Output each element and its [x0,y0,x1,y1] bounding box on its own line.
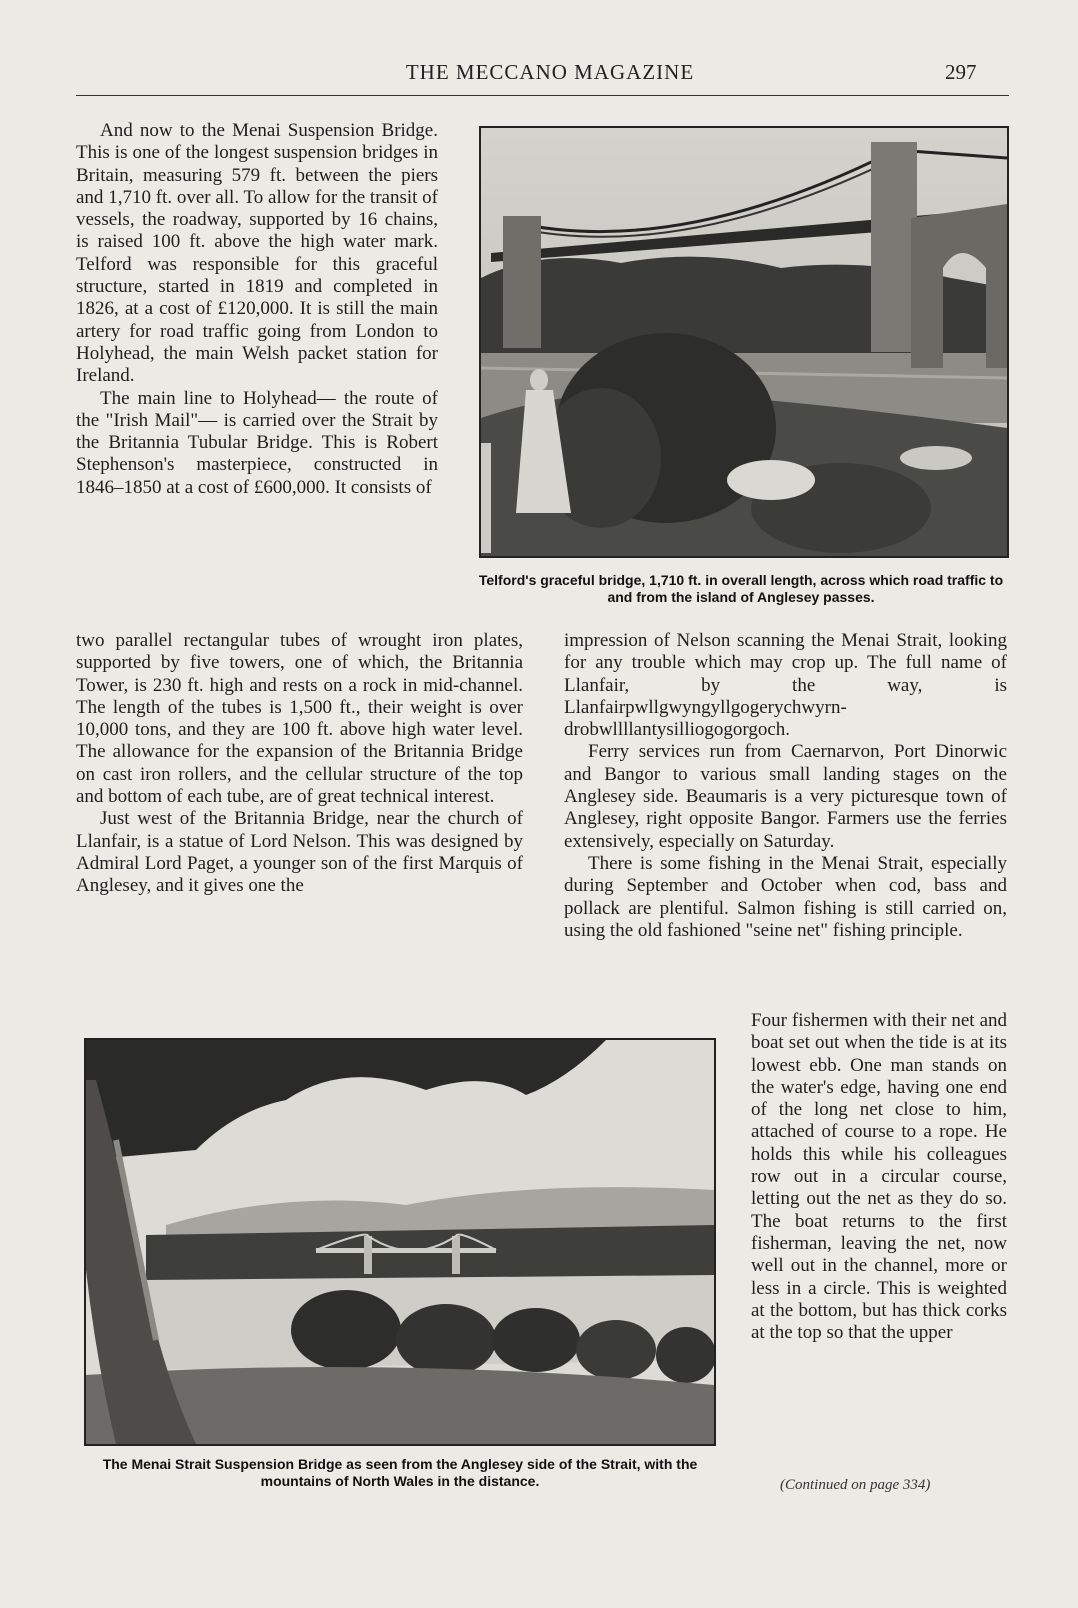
paragraph-fishing: There is some fishing in the Menai Strait, especially during September and October when cod, bass and pollack are plentiful. Salmon fishing is still carried on, using the old fashioned "seine net" fishing principle. [564,852,1007,941]
caption-bottom-photo: The Menai Strait Suspension Bridge as seen from the Anglesey side of the Strait, with the mountains of North Wales in the distance. [102,1456,698,1489]
magazine-title: THE MECCANO MAGAZINE [405,60,695,84]
header-rule [76,95,1009,96]
paragraph-britannia-continued: two parallel rectangular tubes of wrought iron plates, supported by five towers, one of which, the Britannia Tower, is 230 ft. high and rests on a rock in mid-channel. The length of the tubes is 1,500 ft., their weight is over 10,000 tons, and they are 100 ft. above high water level. The allowance for the expansion of the Britannia Bridge on cast iron rollers, and the cellular structure of the top and bottom of each tube, are of great technical interest. [76,630,523,808]
strait-photo-illustration [86,1040,714,1444]
paragraph-ferry-services: Ferry services run from Caernarvon, Port Dinorwic and Bangor to various small landing stages on the Anglesey side. Beaumaris is a very picturesque town of Anglesey, right opposite Bangor. Farmers use the ferries extensively, especially on Saturday. [564,741,1007,852]
bridge-photo-illustration [481,128,1007,556]
continued-note: (Continued on page 334) [780,1477,931,1493]
paragraph-suspension-bridge: And now to the Menai Suspension Bridge. This is one of the longest suspension bridges in Britain, measuring 579 ft. between the piers and 1,710 ft. over all. To allow for the transit of vessels, the roadway, supported by 16 chains, is raised 100 ft. above the high water mark. Telford was responsible for this graceful structure, started in 1819 and completed in 1826, at a cost of £120,000. It is still the main artery for road traffic going from London to Holyhead, the main Welsh packet station for Ireland. [76,120,438,387]
paragraph-nelson-statue: Just west of the Britannia Bridge, near the church of Llanfair, is a statue of Lord Nelson. This was designed by Admiral Lord Paget, a younger son of the first Marquis of Anglesey, and it gives one the [76,808,523,897]
caption-top-photo: Telford's graceful bridge, 1,710 ft. in overall length, across which road traffic to and from the island of Anglesey passes. [478,572,1004,605]
photo-telford-bridge [479,126,1009,558]
right-column-middle [564,630,1007,942]
narrow-column [751,1010,1007,1344]
left-column-top [76,120,438,499]
page-number: 297 [945,60,977,84]
left-column-middle [76,630,523,898]
paragraph-nelson-continued: impression of Nelson scanning the Menai Strait, looking for any trouble which may crop up. The full name of Llanfair, by the way, is Llanfairpwllgwyngyllgogerychwyrn-drobwllllantysilliogogorgoch. [564,630,1007,741]
photo-menai-strait [84,1038,716,1446]
paragraph-britannia-bridge: The main line to Holyhead— the route of the "Irish Mail"— is carried over the Strait by the Britannia Tubular Bridge. This is Robert Stephenson's masterpiece, constructed in 1846–1850 at a cost of £600,000. It consists of [76,387,438,498]
paragraph-fishing-continued: Four fishermen with their net and boat set out when the tide is at its lowest ebb. One man stands on the water's edge, having one end of the long net close to him, attached of course to a rope. He holds this while his colleagues row out in a circular course, letting out the net as they do so. The boat returns to the first fisherman, leaving the net, now well out in the channel, more or less in a circle. This is weighted at the bottom, but has thick corks at the top so that the upper [751,1010,1007,1344]
